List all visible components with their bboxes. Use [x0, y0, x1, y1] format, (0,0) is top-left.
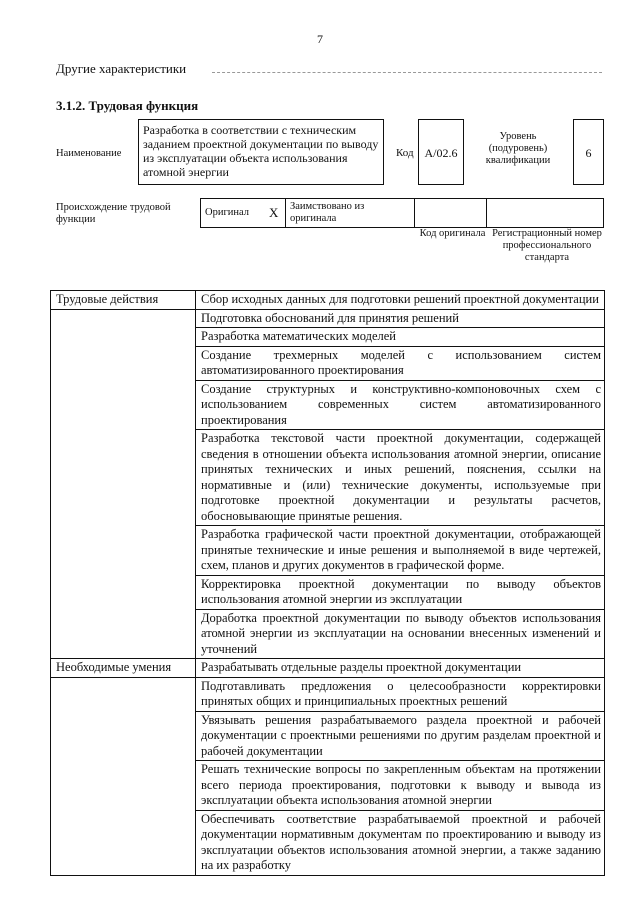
- registration-number-cell: [486, 198, 604, 228]
- origin-label: Происхождение трудовой функции: [56, 202, 171, 225]
- table-row: [51, 711, 605, 761]
- item-cell: Разработка графической части проектной документации, отображающей принятые технические и иные решения и выполняемой в виде чертежей, схем, планов и других документов в графической форме.: [196, 526, 605, 576]
- other-characteristics-label: Другие характеристики: [56, 61, 187, 76]
- category-cell-continued: [51, 609, 196, 659]
- category-cell-continued: [51, 677, 196, 711]
- item-cell: Разрабатывать отдельные разделы проектной документации: [196, 659, 605, 678]
- item-cell: Сбор исходных данных для подготовки решений проектной документации: [196, 291, 605, 310]
- original-mark: X: [269, 205, 279, 220]
- table-row: [51, 761, 605, 811]
- category-cell-continued: [51, 380, 196, 430]
- category-cell-continued: [51, 711, 196, 761]
- category-cell-continued: [51, 430, 196, 526]
- category-cell-continued: [51, 309, 196, 328]
- item-cell: Разработка математических моделей: [196, 328, 605, 347]
- origin-row: [200, 198, 604, 228]
- qualification-level-box: 6: [573, 119, 604, 185]
- table-row: [51, 291, 605, 310]
- function-name-box: Разработка в соответствии с техническим заданием проектной документации по выводу из эксплуатации объекта использования атомной энергии: [138, 119, 384, 185]
- table-row: [51, 328, 605, 347]
- category-cell-continued: [51, 575, 196, 609]
- category-cell-continued: [51, 526, 196, 576]
- registration-number-caption: Регистрационный номер профессионального стандарта: [492, 228, 602, 263]
- borrowed-cell: Заимствовано из оригинала: [285, 198, 415, 228]
- name-label: Наименование: [56, 148, 122, 159]
- item-cell: Корректировка проектной документации по выводу объектов использования атомной энергии из эксплуатации: [196, 575, 605, 609]
- code-label: Код: [396, 147, 414, 159]
- category-cell-continued: [51, 346, 196, 380]
- item-cell: Увязывать решения разрабатываемого раздела проектной и рабочей документации с проектными решениями по другим разделам проектной и рабочей документации: [196, 711, 605, 761]
- category-cell-continued: [51, 328, 196, 347]
- item-cell: Разработка текстовой части проектной документации, содержащей сведения в отношении объекта использования атомной энергии, описание принятых технических и иных решений, пояснения, ссылки на нормативные и (или) технические документы, используемые при подготовке проектной документации и результаты расчетов, обосновывающие принятые решения.: [196, 430, 605, 526]
- table-row: [51, 309, 605, 328]
- category-cell-continued: [51, 761, 196, 811]
- other-characteristics-line: [212, 72, 602, 73]
- item-cell: Доработка проектной документации по выводу объектов использования атомной энергии из эксплуатации на основании внесенных изменений и уточнений: [196, 609, 605, 659]
- table-row: [51, 659, 605, 678]
- item-cell: Обеспечивать соответствие разрабатываемой проектной и рабочей документации нормативным документам по проектированию и выводу из эксплуатации объектов использования атомной энергии, а также заданию на их разработку: [196, 810, 605, 875]
- table-row: [51, 380, 605, 430]
- category-cell-continued: [51, 810, 196, 875]
- table-row: [51, 810, 605, 875]
- table-row: [51, 346, 605, 380]
- item-cell: Подготавливать предложения о целесообразности корректировки принятых общих и принципиальных проектных решений: [196, 677, 605, 711]
- table-row: [51, 526, 605, 576]
- item-cell: Подготовка обоснований для принятия решений: [196, 309, 605, 328]
- category-cell: Трудовые действия: [51, 291, 196, 310]
- category-cell: Необходимые умения: [51, 659, 196, 678]
- function-code-box: А/02.6: [418, 119, 464, 185]
- function-details-table: [50, 290, 605, 876]
- original-code-cell: [414, 198, 487, 228]
- item-cell: Решать технические вопросы по закрепленным объектам на протяжении всего периода проектирования, подготовки к выводу и вывода из эксплуатации объекта использования атомной энергии: [196, 761, 605, 811]
- item-cell: Создание структурных и конструктивно-компоновочных схем с использованием современных систем автоматизированного проектирования: [196, 380, 605, 430]
- original-label: Оригинал: [205, 207, 249, 218]
- section-title: 3.1.2. Трудовая функция: [56, 98, 199, 113]
- table-row: [51, 677, 605, 711]
- table-row: [51, 430, 605, 526]
- table-row: [51, 609, 605, 659]
- original-cell: [200, 198, 286, 228]
- item-cell: Создание трехмерных моделей с использованием систем автоматизированного проектирования: [196, 346, 605, 380]
- qualification-level-label: Уровень (подуровень) квалификации: [485, 131, 551, 166]
- original-code-caption: Код оригинала: [419, 228, 486, 239]
- table-row: [51, 575, 605, 609]
- page-number: 7: [317, 32, 323, 46]
